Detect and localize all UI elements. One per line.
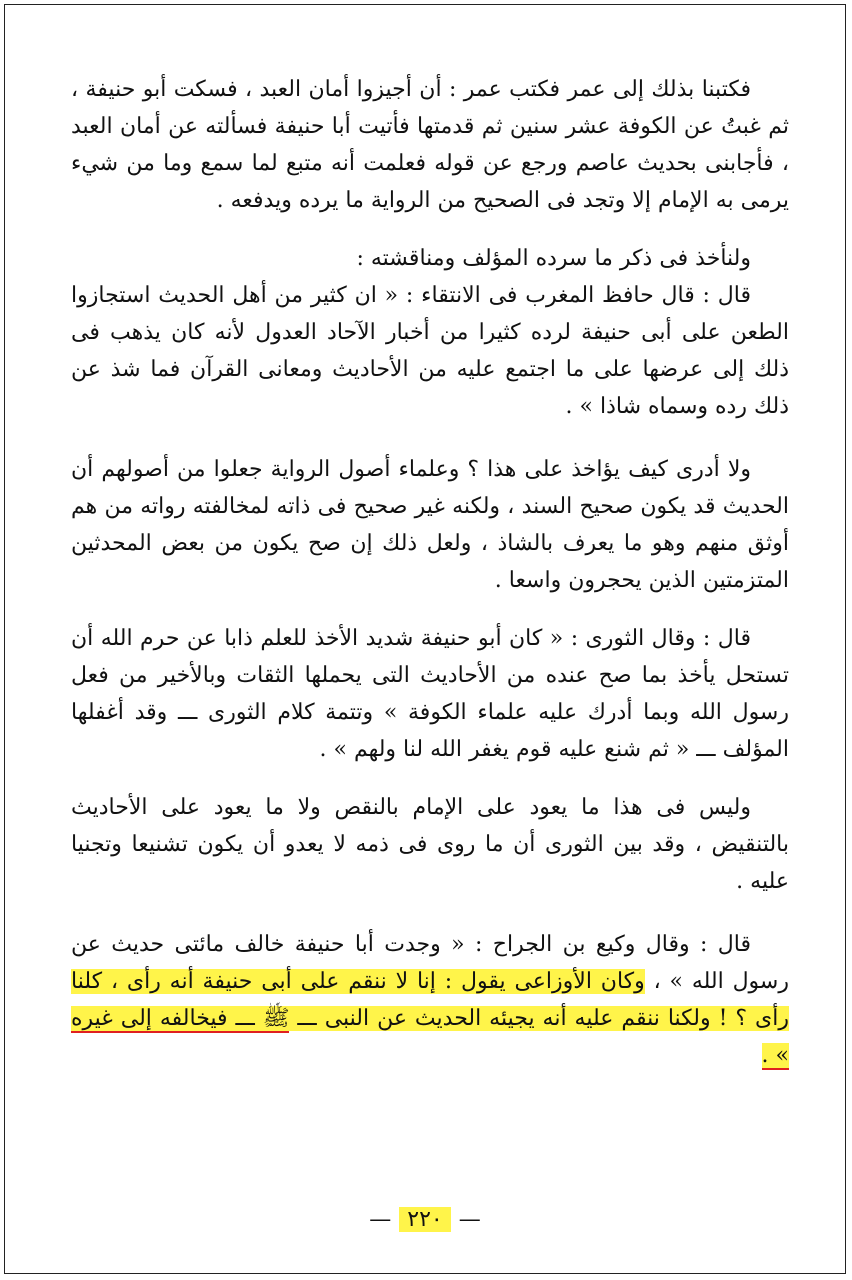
highlighted-quote-a: وكان الأوزاعى يقول : إنا لا ننقم على أبى حنيفة أنه رأى ، كلنا رأى ؟ ! ولكنا ننقم عليه أنه يجيئه الحديث عن النبى ـــ [71,969,789,1031]
paragraph-3: قال : قال حافظ المغرب فى الانتقاء : « ان كثير من أهل الحديث استجازوا الطعن على أبى حنيفة لرده كثيرا من أخبار الآحاد العدول لأنه كان يذهب فى ذلك إلى عرضها على ما اجتمع عليه من الأحاديث ومعانى القرآن فما شذ عن ذلك رده وسماه شاذا » . [71,283,790,419]
paragraph-6: وليس فى هذا ما يعود على الإمام بالنقص ولا ما يعود على الأحاديث بالتنقيض ، وقد بين الثورى أن ما روى فى ذمه لا يعدو أن يكون تشنيعا وتجنيا عليه . [71,795,789,894]
paragraph-1: فكتبنا بذلك إلى عمر فكتب عمر : أن أجيزوا أمان العبد ، فسكت أبو حنيفة ، ثم غبتُ عن الكوفة عشر سنين ثم قدمتها فأتيت أبا حنيفة فسألته عن أمان العبد ، فأجابنى بحديث عاصم ورجع عن قوله فعلمت أنه متبع لما سمع وما من شيء يرمى به الإمام إلا وتجد فى الصحيح من الرواية ما يرده ويدفعه . [71,77,789,213]
highlighted-quote-b: ـــ فيخالفه إلى غيره » . [71,1006,789,1068]
document-page [4,4,846,1274]
page-number-value: ٢٢٠ [399,1207,450,1232]
page-number: —٢٢٠— [369,1207,481,1232]
paragraph-7-lead: قال : وقال وكيع بن الجراح : « وجدت أبا حنيفة خالف مائتى حديث عن رسول الله » ، [71,932,789,994]
body-text [71,71,789,1074]
paragraph-2: ولنأخذ فى ذكر ما سرده المؤلف ومناقشته : [356,246,751,271]
paragraph-7 [71,926,789,1074]
paragraph-5: قال : وقال الثورى : « كان أبو حنيفة شديد الأخذ للعلم ذابا عن حرم الله أن تستحل يأخذ بما صح عنده من الأحاديث التى يحملها الثقات وبالأخير من فعل رسول الله وبما أدرك عليه علماء الكوفة » وتتمة كلام الثورى ـــ وقد أغفلها المؤلف ـــ « ثم شنع عليه قوم يغفر الله لنا ولهم » . [71,626,789,762]
honorific-symbol: ﷺ [262,1006,290,1031]
paragraph-4: ولا أدرى كيف يؤاخذ على هذا ؟ وعلماء أصول الرواية جعلوا من أصولهم أن الحديث قد يكون صحيح السند ، ولكنه غير صحيح فى ذاته لمخالفته رواته من هم أوثق منهم وهو ما يعرف بالشاذ ، ولعل ذلك إن صح يكون من بعض المحدثين المتزمتين الذين يحجرون واسعا . [71,457,789,593]
